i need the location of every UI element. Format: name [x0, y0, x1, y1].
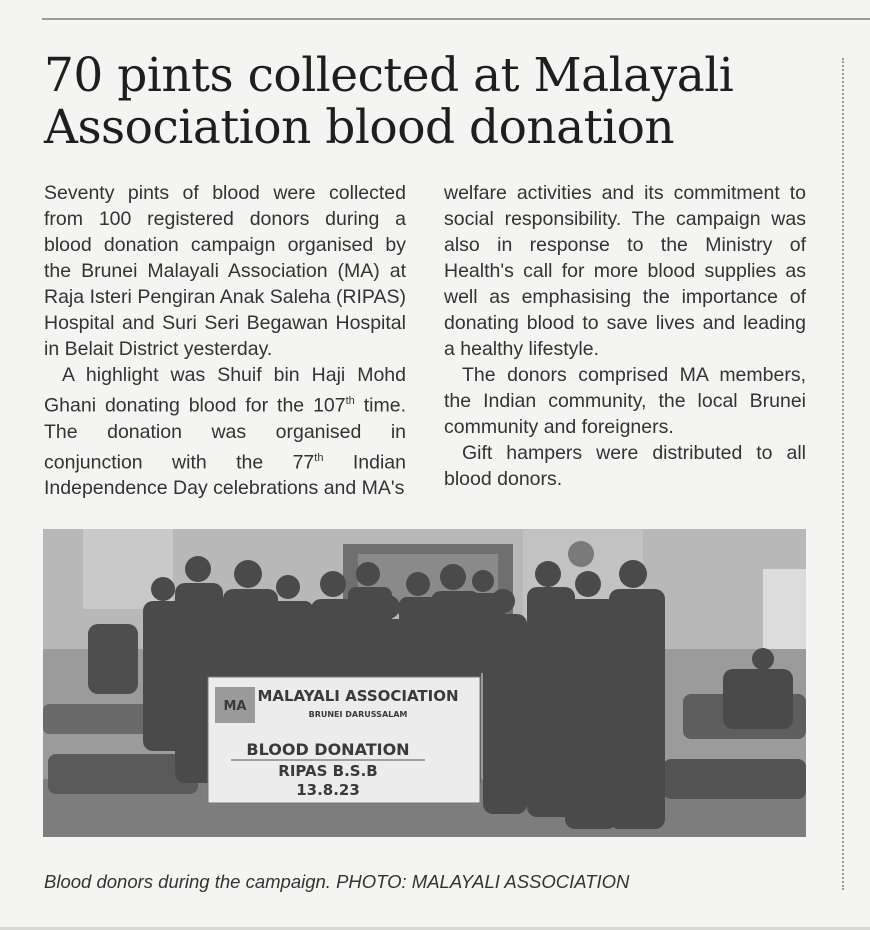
paragraph-5: Gift hampers were distributed to all blood donors.: [444, 442, 806, 490]
paragraph-2: A highlight was Shuif bin Haji Mohd Ghani donating blood for the 107th time. The donation was organised in conjunction with the 77th Indian Independence Day celebrations and MA's: [44, 364, 406, 499]
article-body: [44, 180, 806, 501]
photo-illustration: [43, 529, 806, 837]
photo-caption: Blood donors during the campaign. PHOTO: MALAYALI ASSOCIATION: [44, 871, 630, 892]
banner-title: MALAYALI ASSOCIATION: [257, 687, 459, 705]
top-rule: [42, 18, 870, 20]
banner-line3: 13.8.23: [296, 781, 360, 799]
paragraph-3: welfare activities and its commitment to social responsibility. The campaign was also in response to the Ministry of Health's call for more blood supplies as well as emphasising the importance of donating blood to save lives and leading a healthy lifestyle.: [444, 182, 806, 360]
headline: 70 pints collected at Malayali Association blood donation: [44, 48, 734, 155]
news-photo: [43, 529, 806, 837]
column-left: [44, 180, 406, 501]
banner-subtitle: BRUNEI DARUSSALAM: [308, 710, 408, 719]
column-divider: [842, 58, 844, 890]
paragraph-1: Seventy pints of blood were collected from 100 registered donors during a blood donation campaign organised by the Brunei Malayali Association (MA) at Raja Isteri Pengiran Anak Saleha (RIPAS) Hospital and Suri Seri Begawan Hospital in Belait District yesterday.: [44, 182, 406, 360]
paragraph-4: The donors comprised MA members, the Indian community, the local Brunei community and foreigners.: [444, 364, 806, 438]
banner-logo: MA: [223, 699, 247, 714]
banner-line2: RIPAS B.S.B: [278, 762, 378, 780]
banner-line1: BLOOD DONATION: [246, 740, 410, 759]
column-right: [444, 180, 806, 501]
